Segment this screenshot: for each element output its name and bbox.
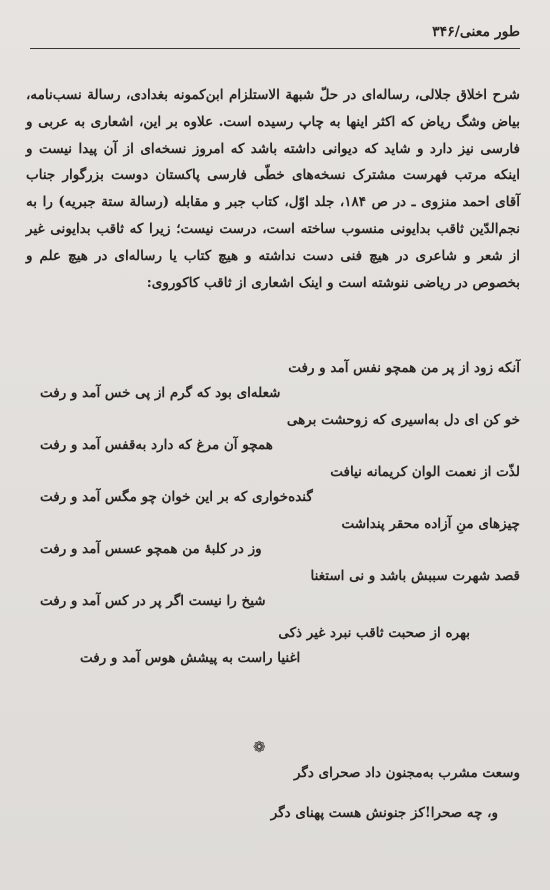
hemistich-second: همچو آن مرغ که دارد به‌قفس آمد و رفت: [40, 437, 273, 453]
poem: [40, 360, 520, 672]
hemistich-first: چیزهای منِ آزاده محقر پنداشت: [341, 516, 520, 532]
body-paragraph: [26, 82, 520, 296]
hemistich-first: آنکه زود از پر من همچو نفس آمد و رفت: [288, 360, 520, 376]
closing-hemistich-second: و، چه صحرا!کز جنونش هست پهنای دگر: [270, 805, 498, 821]
poem-verse: [40, 516, 520, 568]
page-header: [30, 20, 520, 49]
hemistich-second: گنده‌خواری که بر این خوان چو مگس آمد و رفت: [40, 489, 313, 505]
poem-verse: [40, 360, 520, 412]
closing-hemistich-first: وسعت مشرب به‌مجنون داد صحرای دگر: [293, 765, 520, 781]
hemistich-first: بهره از صحبت ثاقب نبرد غیر ذکی: [278, 625, 470, 641]
hemistich-first: قصد شهرت سببش باشد و نی استغنا: [310, 568, 520, 584]
hemistich-first: لذّت از نعمت الوان کریمانه نیافت: [330, 464, 520, 480]
hemistich-first: خو کن ای دل به‌اسیری که زوحشت برهی: [286, 412, 520, 428]
poem-verse: [40, 620, 520, 672]
poem-verse: [40, 412, 520, 464]
closing-line: [30, 805, 520, 845]
poem-verse: [40, 568, 520, 620]
closing-verse: [30, 765, 520, 845]
closing-line: [30, 765, 520, 805]
hemistich-second: وز در کلبهٔ من همچو عسس آمد و رفت: [40, 541, 262, 557]
paragraph-text: شرح اخلاق جلالی، رساله‌ای در حلّ شبهة الاستلزام ابن‌کمونه بغدادی، رسالة نسب‌نامه، بیاض وشگ ریاض که اکثر اینها به چاپ رسیده است. علاوه بر این، اشعاری به عربی و فارسی نیز دارد و شاید که دیوانی داشته باشد که امروز نسخه‌ای از آن پیدا نیست و اینکه مرتب فهرست مشترک نسخه‌های خطّی فارسی پاکستان دوست بزرگوار جناب آقای احمد منزوی ـ در ص ۱۸۴، جلد اوّل، کتاب جبر و مقابله (رسالة ستة جبریه) را به نجم‌الدّین ثاقب بدایونی منسوب ساخته است، درست نیست؛ زیرا که ثاقب بدایونی غیر از شعر و شاعری در هیچ فنی دست نداشته و هیچ کتاب یا رساله‌ای در هیچ علم و بخصوص در ریاضی ننوشته است و اینک اشعاری از ثاقب کاکوروی:: [26, 87, 521, 291]
hemistich-second: شیخ را نیست اگر پر در کس آمد و رفت: [40, 593, 266, 609]
hemistich-second: اغنیا راست به پیشش هوس آمد و رفت: [80, 650, 301, 666]
running-head: طور معنی/۳۴۶: [432, 24, 520, 40]
hemistich-second: شعله‌ای بود که گرم از پی خس آمد و رفت: [40, 385, 281, 401]
separator-ornament-icon: ❁: [253, 738, 266, 756]
poem-verse: [40, 464, 520, 516]
